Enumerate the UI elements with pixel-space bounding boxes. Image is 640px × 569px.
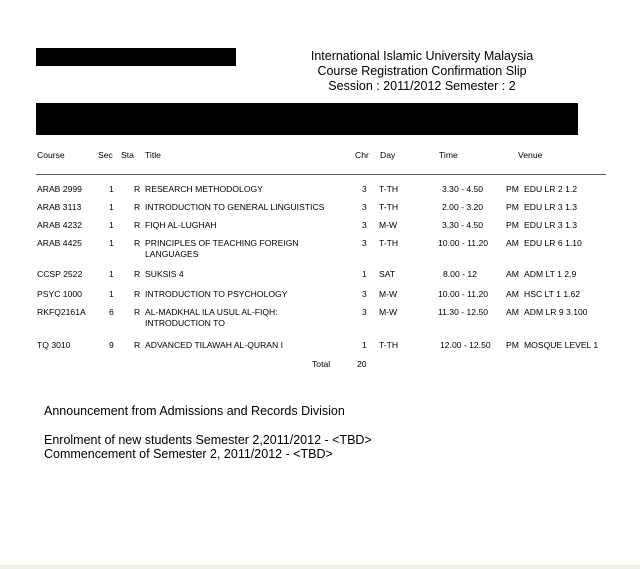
course-title: INTRODUCTION TO PSYCHOLOGY xyxy=(145,289,288,299)
course-title: FIQH AL-LUGHAH xyxy=(145,220,217,230)
section: 1 xyxy=(109,269,114,279)
col-sta: Sta xyxy=(121,150,134,160)
section: 1 xyxy=(109,202,114,212)
session-info: Session : 2011/2012 Semester : 2 xyxy=(328,79,516,93)
am-pm: AM xyxy=(506,307,519,317)
am-pm: AM xyxy=(506,289,519,299)
am-pm: PM xyxy=(506,220,519,230)
section: 9 xyxy=(109,340,114,350)
venue: ADM LR 9 3.100 xyxy=(524,307,588,317)
venue: EDU LR 6 1.10 xyxy=(524,238,582,248)
redacted-student-details xyxy=(36,103,578,135)
time: 10.00 - 11.20 xyxy=(438,289,489,299)
course-code: ARAB 4425 xyxy=(37,238,82,248)
status: R xyxy=(134,238,141,248)
redacted-student-name xyxy=(36,48,236,66)
credit-hours: 1 xyxy=(362,269,367,279)
course-code: ARAB 2999 xyxy=(37,184,82,194)
am-pm: AM xyxy=(506,238,519,248)
time: 10.00 - 11.20 xyxy=(438,238,489,248)
col-course: Course xyxy=(37,150,65,160)
status: R xyxy=(134,307,141,317)
day: M-W xyxy=(379,289,398,299)
time: 8.00 - 12 xyxy=(443,269,477,279)
credit-hours: 1 xyxy=(362,340,367,350)
credit-hours: 3 xyxy=(362,289,367,299)
total-label: Total xyxy=(312,359,331,369)
course-title: RESEARCH METHODOLOGY xyxy=(145,184,263,194)
credit-hours: 3 xyxy=(362,184,367,194)
col-title: Title xyxy=(145,150,161,160)
day: T-TH xyxy=(379,184,399,194)
status: R xyxy=(134,202,141,212)
am-pm: AM xyxy=(506,269,519,279)
course-code: CCSP 2522 xyxy=(37,269,83,279)
section: 1 xyxy=(109,220,114,230)
commencement-notice: Commencement of Semester 2, 2011/2012 - <TBD> xyxy=(44,447,333,461)
section: 1 xyxy=(109,289,114,299)
course-code: RKFQ2161A xyxy=(37,307,86,317)
credit-hours: 3 xyxy=(362,202,367,212)
credit-hours: 3 xyxy=(362,307,367,317)
status: R xyxy=(134,340,141,350)
time: 12.00 - 12.50 xyxy=(440,340,491,350)
course-code: ARAB 3113 xyxy=(37,202,82,212)
course-title: PRINCIPLES OF TEACHING FOREIGN xyxy=(145,238,299,248)
am-pm: PM xyxy=(506,340,519,350)
time: 3.30 - 4.50 xyxy=(442,220,484,230)
total-credits: 20 xyxy=(357,359,367,369)
time: 3.30 - 4.50 xyxy=(442,184,484,194)
col-chr: Chr xyxy=(355,150,369,160)
course-title: INTRODUCTION TO GENERAL LINGUISTICS xyxy=(145,202,325,212)
status: R xyxy=(134,184,141,194)
slip-title: Course Registration Confirmation Slip xyxy=(317,64,527,78)
col-sec: Sec xyxy=(98,150,113,160)
day: SAT xyxy=(379,269,396,279)
time: 11.30 - 12.50 xyxy=(438,307,489,317)
course-title-cont: INTRODUCTION TO xyxy=(145,318,225,328)
venue: EDU LR 3 1.3 xyxy=(524,202,578,212)
credit-hours: 3 xyxy=(362,238,367,248)
venue: EDU LR 3 1.3 xyxy=(524,220,578,230)
day: T-TH xyxy=(379,340,399,350)
course-title-cont: LANGUAGES xyxy=(145,249,199,259)
course-code: TQ 3010 xyxy=(37,340,71,350)
course-code: ARAB 4232 xyxy=(37,220,82,230)
enrolment-notice: Enrolment of new students Semester 2,2011/2012 - <TBD> xyxy=(44,433,372,447)
section: 1 xyxy=(109,184,114,194)
course-title: AL-MADKHAL ILA USUL AL-FIQH: xyxy=(145,307,278,317)
page-bottom-edge xyxy=(0,565,640,569)
day: T-TH xyxy=(379,202,399,212)
time: 2.00 - 3.20 xyxy=(442,202,484,212)
section: 1 xyxy=(109,238,114,248)
venue: MOSQUE LEVEL 1 xyxy=(524,340,599,350)
day: T-TH xyxy=(379,238,399,248)
day: M-W xyxy=(379,307,398,317)
col-venue: Venue xyxy=(518,150,543,160)
am-pm: PM xyxy=(506,184,519,194)
day: M-W xyxy=(379,220,398,230)
am-pm: PM xyxy=(506,202,519,212)
announcement-title: Announcement from Admissions and Records Division xyxy=(44,404,345,418)
col-time: Time xyxy=(439,150,458,160)
header-divider xyxy=(36,174,606,175)
credit-hours: 3 xyxy=(362,220,367,230)
status: R xyxy=(134,220,141,230)
course-title: ADVANCED TILAWAH AL-QURAN I xyxy=(145,340,284,350)
section: 6 xyxy=(109,307,114,317)
col-day: Day xyxy=(380,150,396,160)
venue: ADM LT 1 2.9 xyxy=(524,269,577,279)
status: R xyxy=(134,269,141,279)
venue: EDU LR 2 1.2 xyxy=(524,184,578,194)
course-title: SUKSIS 4 xyxy=(145,269,184,279)
university-name: International Islamic University Malaysia xyxy=(310,49,534,63)
course-code: PSYC 1000 xyxy=(37,289,82,299)
venue: HSC LT 1 1.62 xyxy=(524,289,581,299)
status: R xyxy=(134,289,141,299)
